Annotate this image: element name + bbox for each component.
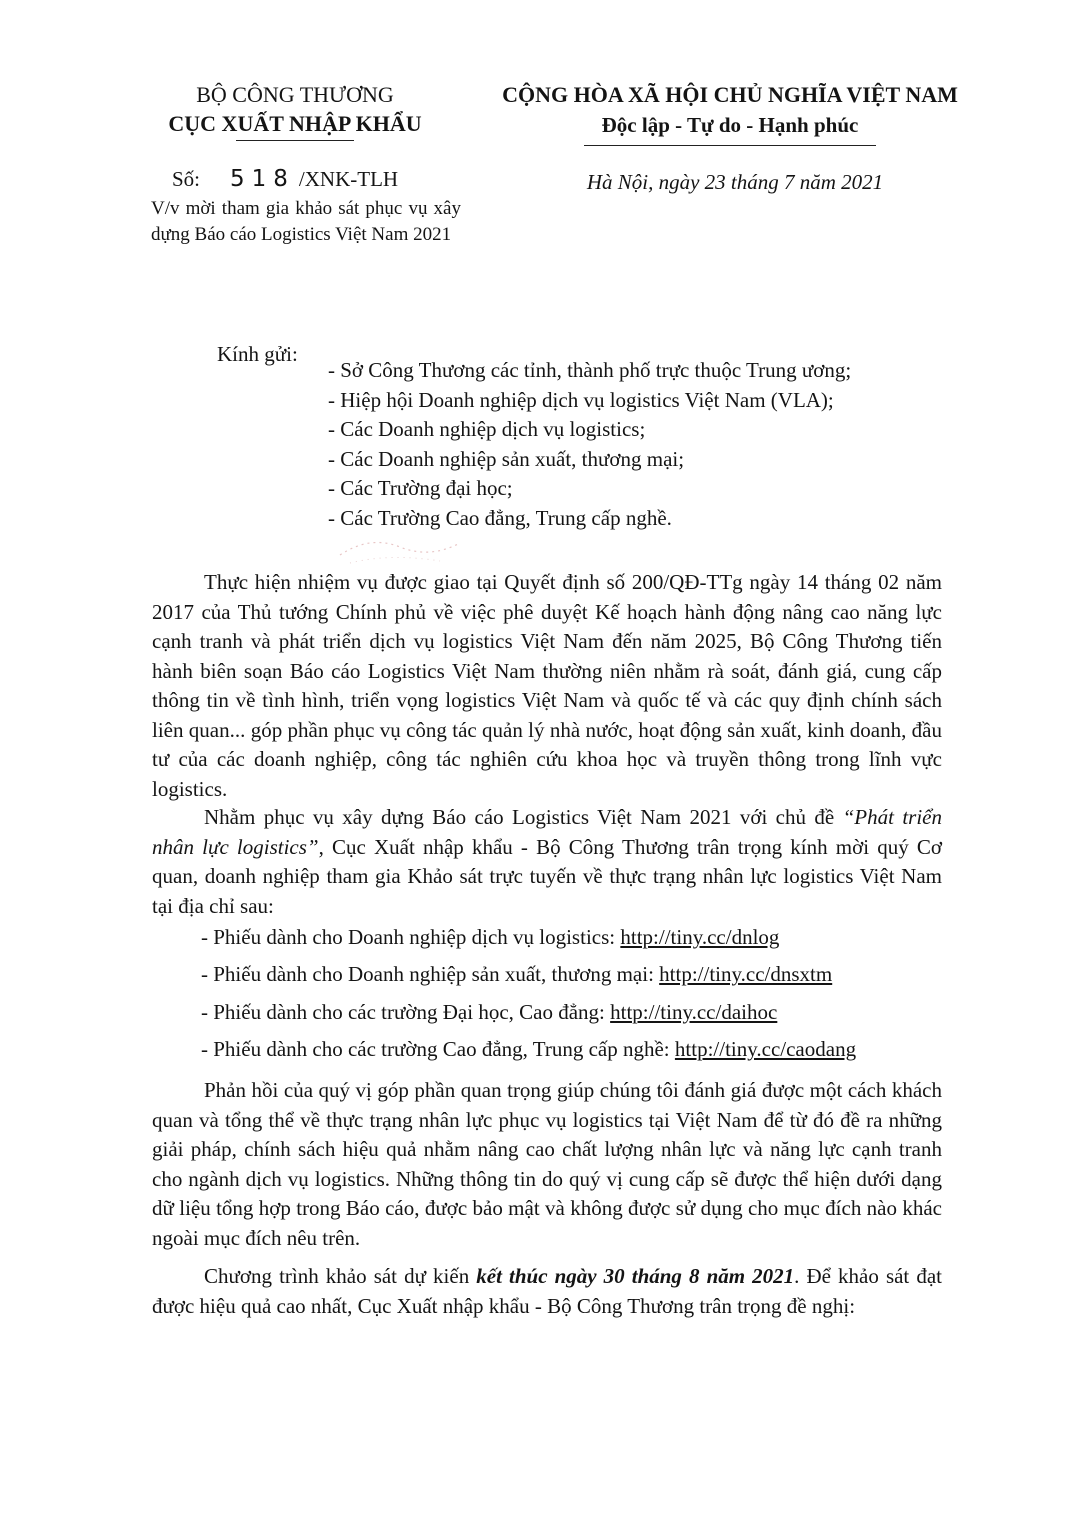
survey-link-item [201, 962, 961, 999]
survey-link-label: - Phiếu dành cho các trường Cao đẳng, Trung cấp nghề: [201, 1036, 675, 1061]
paragraph-4-end: . Để khảo sát đạt được hiệu quả cao nhất, Cục Xuất nhập khẩu - Bộ Công Thương trân trọng đề nghị: [152, 1264, 942, 1318]
body-paragraph-2 [152, 803, 942, 921]
paragraph-2-end: , Cục Xuất nhập khẩu - Bộ Công Thương trân trọng kính mời quý Cơ quan, doanh nghiệp tham gia Khảo sát trực tuyến về thực trạng nhân lực logistics Việt Nam tại địa chỉ sau: [152, 834, 942, 918]
country-name: CỘNG HÒA XÃ HỘI CHỦ NGHĨA VIỆT NAM [502, 82, 958, 107]
document-subject: V/v mời tham gia khảo sát phục vụ xây dựng Báo cáo Logistics Việt Nam 2021 [151, 198, 461, 245]
survey-link-item [201, 925, 961, 962]
recipients-label: Kính gửi: [217, 342, 298, 366]
paragraph-4-start: Chương trình khảo sát dự kiến [204, 1264, 477, 1288]
survey-link-url[interactable]: http://tiny.cc/dnsxtm [659, 962, 833, 987]
recipient-item: - Hiệp hội Doanh nghiệp dịch vụ logistics Việt Nam (VLA); [328, 387, 834, 412]
document-number-suffix: /XNK-TLH [298, 167, 399, 191]
motto-underline [584, 145, 876, 146]
recipient-item: - Các Doanh nghiệp dịch vụ logistics; [328, 417, 646, 441]
document-number-label: Số: [172, 167, 201, 191]
agency-underline [236, 140, 354, 141]
survey-link-url[interactable]: http://tiny.cc/caodang [674, 1036, 857, 1061]
recipient-item: - Sở Công Thương các tỉnh, thành phố trực thuộc Trung ương; [328, 358, 852, 382]
recipient-item: - Các Trường đại học; [328, 476, 513, 500]
body-paragraph-1: Thực hiện nhiệm vụ được giao tại Quyết định số 200/QĐ-TTg ngày 14 tháng 02 năm 2017 của Thủ tướng Chính phủ về việc phê duyệt Kế hoạch hành động nâng cao năng lực cạnh tranh và phát triển dịch vụ logistics Việt Nam đến năm 2025, Bộ Công Thương tiến hành biên soạn Báo cáo Logistics Việt Nam thường niên nhằm rà soát, đánh giá, cung cấp thông tin về tình hình, triển vọng logistics Việt Nam và quốc tế và các quy định chính sách liên quan... góp phần phục vụ công tác quản lý nhà nước, hoạt động sản xuất, kinh doanh, đầu tư của các doanh nghiệp, công tác nghiên cứu khoa học và truyền thông trong lĩnh vực logistics. [152, 570, 942, 801]
survey-link-label: - Phiếu dành cho Doanh nghiệp dịch vụ logistics: [201, 925, 621, 949]
survey-link-url[interactable]: http://tiny.cc/daihoc [610, 999, 778, 1024]
survey-deadline: kết thúc ngày 30 tháng 8 năm 2021 [476, 1264, 795, 1288]
survey-links-list [201, 925, 961, 1074]
recipient-item: - Các Doanh nghiệp sản xuất, thương mại; [328, 446, 685, 471]
survey-link-label: - Phiếu dành cho các trường Đại học, Cao đẳng: [201, 999, 611, 1024]
survey-link-url[interactable]: http://tiny.cc/dnlog [620, 925, 780, 949]
document-number-value: 518 [230, 166, 295, 192]
paragraph-2-start: Nhằm phục vụ xây dựng Báo cáo Logistics Việt Nam 2021 với chủ đề [204, 805, 843, 829]
recipients-list [328, 356, 968, 533]
survey-link-item [201, 1037, 961, 1074]
ministry-name: BỘ CÔNG THƯƠNG [196, 82, 394, 107]
recipient-item: - Các Trường Cao đẳng, Trung cấp nghề. [328, 505, 672, 530]
survey-link-item [201, 1000, 961, 1037]
document-number [172, 166, 398, 192]
body-paragraph-3: Phản hồi của quý vị góp phần quan trọng giúp chúng tôi đánh giá được một cách khách quan và tổng thể về thực trạng nhân lực phục vụ logistics tại Việt Nam để từ đó đề ra những giải pháp, chính sách hiệu quả nhằm nâng cao chất lượng nhân lực và năng lực cạnh tranh cho ngành dịch vụ logistics. Những thông tin do quý vị cung cấp sẽ được thể hiện dưới dạng dữ liệu tổng hợp trong Báo cáo, được bảo mật và không được sử dụng cho mục đích nào khác ngoài mục đích nêu trên. [152, 1078, 942, 1250]
report-theme: “Phát triển nhân lực logistics” [152, 805, 942, 859]
body-paragraph-4 [152, 1262, 942, 1321]
place-and-date: Hà Nội, ngày 23 tháng 7 năm 2021 [586, 170, 884, 194]
survey-link-label: - Phiếu dành cho Doanh nghiệp sản xuất, thương mại: [201, 962, 660, 987]
national-motto: Độc lập - Tự do - Hạnh phúc [601, 113, 859, 137]
agency-name: CỤC XUẤT NHẬP KHẨU [168, 111, 422, 136]
